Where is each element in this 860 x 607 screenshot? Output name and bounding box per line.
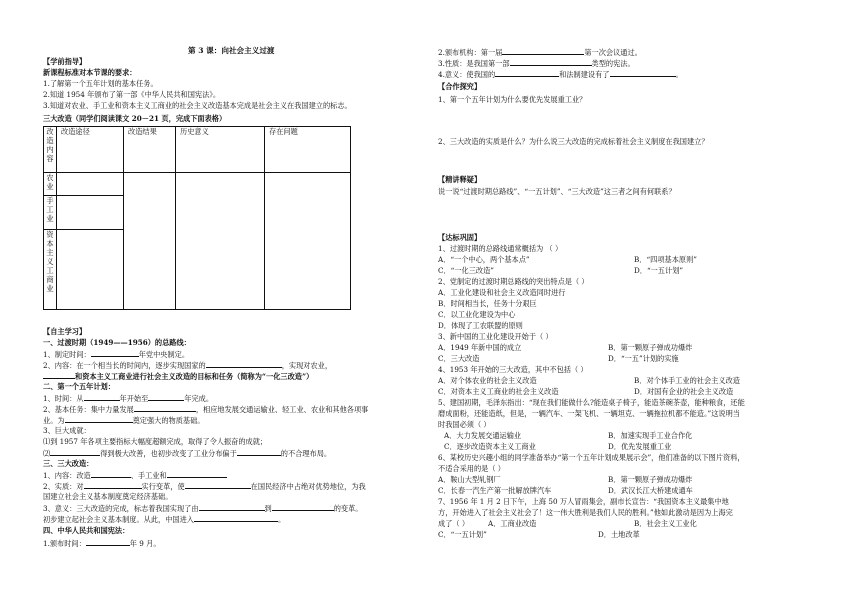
table-cell — [57, 173, 124, 196]
option[interactable]: C．三大改造 — [438, 354, 480, 363]
option[interactable]: B．加速实现手工业合作化 — [608, 431, 693, 440]
question-stem: 5、建国初期，毛泽东指出：“现在我们能做什么?能造桌子椅子，能造茶碗茶壶，能种粮食，还能 — [438, 398, 745, 407]
option[interactable]: D．优先发展重工业 — [608, 442, 672, 451]
question-stem: 1、过渡时期的总路线通常概括为 （ ） — [438, 244, 563, 253]
option[interactable]: C．逐步改造资本主义工商业 — [444, 442, 536, 451]
blank-field[interactable] — [206, 360, 282, 368]
option[interactable]: D．武汉长江大桥建成通车 — [608, 486, 693, 495]
option[interactable]: C．以工业化建设为中心 — [438, 310, 516, 319]
option[interactable]: C．对资本主义工商业的社会主义改造 — [438, 387, 559, 396]
fill-line: 4.意义：使我国的 和法制建设有了 。 — [438, 70, 683, 79]
table-cell — [57, 230, 124, 310]
question-stem-cont: 成了（ ） — [438, 519, 470, 528]
fill-line: 3、意义：三大改造的完成，标志着我国实现了由 到 的变革。 — [43, 504, 363, 513]
reform-table — [43, 126, 351, 310]
question-stem-cont: 不适合采用的是（ ） — [438, 464, 505, 473]
option[interactable]: D．对国有企业的社会主义改造 — [634, 387, 734, 396]
table-row-label: 手 工 业 — [44, 196, 57, 230]
lesson-title: 第 3 课：向社会主义过渡 — [188, 46, 275, 55]
question-stem-cont: 时我国必须（ ） — [438, 420, 491, 429]
blank-field[interactable] — [65, 415, 133, 423]
fill-line: 1.颁布时间： 年 9 月。 — [43, 539, 161, 548]
option[interactable]: A．工业化建设和社会主义改造同时进行 — [438, 288, 566, 297]
standard-item: 3.知道对农业、手工业和资本主义工商业的社会主义改造基本完成是社会主义在我国建立的标志。 — [43, 101, 352, 110]
fill-line: 业。为 奠定强大的物质基础。 — [43, 416, 205, 425]
option[interactable]: D．“一五计划” — [634, 266, 684, 275]
blank-field[interactable] — [50, 448, 100, 456]
blank-field[interactable] — [84, 393, 120, 401]
fill-line: 1、内容：改造 、手工业和 — [43, 470, 227, 480]
table-row-label: 资 本 主 义 工 商 业 — [44, 230, 57, 310]
blank-field[interactable] — [502, 47, 584, 55]
option[interactable]: B．时间相当长，任务十分艰巨 — [438, 299, 537, 308]
explain-text: 说一说“过渡时期总路线”、“一五计划”、“三大改造”这三者之间有何联系？ — [438, 187, 676, 196]
option[interactable]: B．第一颗原子弹成功爆炸 — [608, 475, 693, 484]
blank-field[interactable] — [91, 349, 139, 357]
blank-field[interactable] — [199, 503, 265, 511]
fill-line: 2.颁布机构：第一届 第一次会议通过。 — [438, 48, 642, 57]
option[interactable]: C．“一五计划” — [438, 530, 487, 539]
option[interactable]: A．1949 年新中国的成立 — [438, 343, 522, 352]
question-stem: 3、新中国的工业化建设开始于（ ） — [438, 332, 553, 341]
table-cell — [124, 173, 176, 310]
option[interactable]: B．“四项基本原则” — [634, 255, 697, 264]
fill-line: 2、实质：对 实行变革，使 在国民经济中占绝对优势地位，为我 — [43, 482, 366, 491]
table-corner-cell: 改 造 内 容 — [44, 127, 57, 173]
fill-line: 初步建立起社会主义基本制度。从此，中国进入 。 — [43, 515, 286, 524]
sec3-heading: 三、三大改造： — [43, 459, 94, 468]
table-cell — [57, 196, 124, 230]
sec2-heading: 二、第一个五年计划： — [43, 382, 115, 391]
table-header-cell: 历史意义 — [176, 127, 265, 173]
table-header-cell: 改造途径 — [57, 127, 124, 173]
table-row-label: 农 业 — [44, 173, 57, 196]
option[interactable]: A．对个体农业的社会主义改造 — [438, 376, 537, 385]
question-stem: 7、1956 年 1 月 2 日下午，上海 50 万人冒雨集会，副市长宣告：“我国资本主义最集中地 — [438, 497, 729, 506]
option[interactable]: C．“一化三改造” — [438, 266, 494, 275]
blank-field[interactable] — [185, 481, 251, 489]
fill-line: 3、巨大成就： — [43, 426, 91, 435]
option[interactable]: B．第一颗原子弹成功爆炸 — [608, 343, 693, 352]
option[interactable]: B．社会主义工业化 — [634, 519, 697, 528]
option[interactable]: B．对个体手工业的社会主义改造 — [634, 376, 740, 385]
question-stem-cont: 磨成面粉，还能造纸，但是，一辆汽车、一架飞机、一辆坦克、一辆拖拉机都不能造。”这说明当 — [438, 409, 740, 418]
blank-field[interactable] — [84, 481, 142, 489]
table-cell — [265, 173, 351, 310]
blank-field[interactable] — [272, 503, 334, 511]
blank-field[interactable] — [610, 69, 676, 77]
option[interactable]: D．“一五”计划的实施 — [608, 354, 679, 363]
coop-question: 2、三大改造的实质是什么？为什么说三大改造的完成标着社会主义制度在我国建立？ — [438, 137, 709, 146]
blank-field[interactable] — [86, 538, 130, 546]
option[interactable]: D．土地改革 — [598, 530, 640, 539]
question-stem: 6、某校历史兴趣小组的同学准备举办“第一个五年计划成果展示会”，他们准备的以下图片资料， — [438, 453, 745, 462]
blank-field[interactable] — [148, 393, 184, 401]
option[interactable]: D．体现了工农联盟的原则 — [438, 321, 523, 330]
explain-heading: 【精讲释疑】 — [438, 175, 482, 184]
fill-line: 1、制定时间： 年党中央制定。 — [43, 350, 190, 359]
coop-heading: 【合作探究】 — [438, 82, 482, 91]
fill-line: 3.性质：是我国第一部 类型的宪法。 — [438, 59, 635, 68]
blank-field[interactable] — [134, 404, 196, 412]
guide-heading: 【学前指导】 — [43, 57, 87, 66]
question-stem: 2、党制定的过渡时期总路线的突出特点是（ ） — [438, 277, 589, 286]
fill-line: 1、时间：从 年开始至 年完成。 — [43, 394, 214, 403]
standard-heading: 新课程标准对本节课的要求： — [43, 68, 137, 77]
option[interactable]: A．工商业改造 — [488, 519, 537, 528]
table-cell — [176, 173, 265, 310]
fill-line: 和资本主义工商业进行社会主义改造的目标和任务（简称为“一化三改造”） — [43, 371, 313, 381]
table-header-cell: 改造结果 — [124, 127, 176, 173]
self-study-heading: 【自主学习】 — [43, 327, 87, 336]
blank-field[interactable] — [510, 58, 592, 66]
standard-item: 1.了解第一个五年计划的基本任务。 — [43, 79, 158, 88]
question-stem-cont: 方，开始进入了社会主义社会了！这一伟大胜利是我们人民的胜利。”他如此激动是因为上海完 — [438, 508, 733, 517]
table-header-cell: 存在问题 — [265, 127, 351, 173]
sec4-heading: 四、中华人民共和国宪法： — [43, 526, 130, 535]
fill-line: 2、内容：在一个相当长的时间内，逐步实现国家的 ，实现对农业， — [43, 361, 333, 370]
blank-field[interactable] — [43, 371, 75, 379]
blank-field[interactable] — [167, 470, 227, 478]
option[interactable]: A．“一个中心，两个基本点” — [438, 255, 530, 264]
fill-line: ⑴到 1957 年各项主要指标大幅度超额完成，取得了令人振奋的成就； — [43, 437, 268, 446]
sec1-heading: 一、过渡时期（1949——1956）的总路线： — [43, 338, 191, 347]
option[interactable]: C．长春一汽生产第一批解放牌汽车 — [438, 486, 552, 495]
consolidate-heading: 【达标巩固】 — [438, 233, 482, 242]
coop-question: 1、第一个五年计划为什么要优先发展重工业？ — [438, 95, 587, 104]
blank-field[interactable] — [237, 448, 281, 456]
table-heading: 三大改造（同学们阅读课文 20－21 页，完成下面表格） — [43, 114, 227, 123]
fill-line: ⑵ 得到极大改善，也初步改变了工业分布偏于 的不合理布局。 — [43, 449, 332, 458]
blank-field[interactable] — [495, 69, 559, 77]
blank-field[interactable] — [91, 470, 131, 478]
fill-line: 2、基本任务：集中力量发展 ，相应地发展交通运输业、轻工业、农业和其他各项事 — [43, 405, 369, 414]
standard-item: 2.知道 1954 年颁布了第一部《中华人民共和国宪法》。 — [43, 90, 221, 99]
fill-line: 国建立社会主义基本制度奠定经济基础。 — [43, 492, 173, 501]
blank-field[interactable] — [194, 514, 278, 522]
question-stem: 4、1953 年开始的三大改造，其中不包括（ ） — [438, 365, 588, 374]
option[interactable]: A．鞍山大型轧钢厂 — [438, 475, 501, 484]
option[interactable]: A．大力发展交通运输业 — [444, 431, 522, 440]
